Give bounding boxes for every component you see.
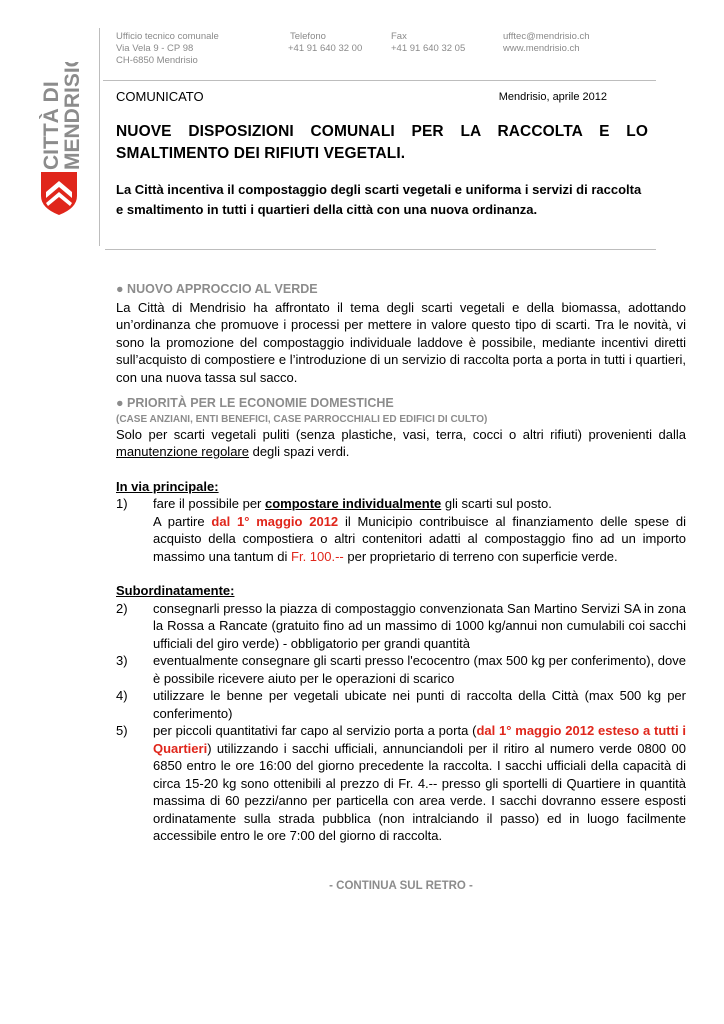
list-item	[116, 600, 686, 653]
list-item	[116, 495, 686, 565]
fax-block	[391, 31, 465, 55]
office-address	[116, 31, 219, 67]
web-link[interactable]: www.mendrisio.ch	[503, 43, 580, 54]
section2-subtitle: (CASE ANZIANI, ENTI BENEFICI, CASE PARROCCHIALI ED EDIFICI DI CULTO)	[116, 413, 488, 425]
item-text: eventualmente consegnare gli scarti presso l'ecocentro (max 500 kg per conferimento), dove è possibile ricevere aiuto per le operazioni di scarico	[153, 653, 686, 686]
section2-body	[116, 426, 686, 461]
office-city: CH-6850 Mendrisio	[116, 55, 198, 66]
office-name: Ufficio tecnico comunale	[116, 31, 219, 42]
bullet-icon: ●	[116, 282, 124, 296]
item-text	[153, 722, 686, 845]
item1-text-f: il Municipio contribuisce al finanziamento delle spese di acquisto della compostiera o altri contenitori adatti al compostaggio fino ad un importo massimo una tantum di	[153, 513, 686, 564]
item-text: utilizzare le benne per vegetali ubicate nei punti di raccolta della Città (max 500 kg per conferimento)	[153, 688, 686, 721]
item1-date: dal 1° maggio 2012	[211, 513, 339, 529]
principal-heading: In via principale:	[116, 478, 219, 494]
item1-text-a: fare il possibile per	[153, 496, 265, 511]
item-number: 4)	[116, 688, 128, 703]
list-item	[116, 687, 686, 722]
section2-title: PRIORITÀ PER LE ECONOMIE DOMESTICHE	[127, 396, 394, 410]
section1-heading	[116, 281, 686, 299]
main-content	[116, 281, 686, 895]
header-divider	[103, 80, 656, 81]
item-text	[153, 495, 686, 565]
lead-divider	[105, 249, 656, 250]
item1-text-c: gli scarti sul posto.	[441, 496, 552, 511]
vertical-divider	[99, 28, 100, 246]
doc-date: Mendrisio, aprile 2012	[498, 91, 607, 103]
item-number: 2)	[116, 600, 128, 616]
phone-block	[288, 31, 362, 55]
section2-body-text: Solo per scarti vegetali puliti (senza plastiche, vasi, terra, cocci o altri rifiuti) provenienti dalla	[116, 426, 686, 442]
doc-type: COMUNICATO	[116, 89, 204, 104]
item5-highlight: dal 1° maggio 2012 esteso a tutti i Quartieri	[153, 723, 686, 756]
section2-body-underlined: manutenzione regolare	[116, 444, 249, 459]
item-text: consegnarli presso la piazza di compostaggio convenzionata San Martino Servizi SA in zona la Rossa a Rancate (gratuito fino ad un massimo di 1000 kg/annui non cumulabili coi sacchi ufficiali del giro verde) - obbligatorio per grandi quantità	[153, 600, 686, 651]
item-number: 1)	[116, 496, 128, 511]
bullet-icon: ●	[116, 396, 124, 410]
item5-text-a: per piccoli quantitativi far capo al servizio porta a porta (	[153, 723, 477, 738]
logo-text-citta: CITTÀ DI	[40, 81, 63, 170]
item1-amount: Fr. 100.--	[291, 548, 344, 564]
shield-icon	[41, 172, 77, 215]
item1-emphasis: compostare individualmente	[265, 496, 442, 511]
section2-body-end: degli spazi verdi.	[248, 444, 350, 459]
section1-body: La Città di Mendrisio ha affrontato il tema degli scarti vegetali e della biomassa, adottando un’ordinanza che promuove i processi per mettere in valore questo tipo di scarti. Tra le novità, vi sono la promozione del compostaggio individuale laddove è possibile, mediante incentivi diretti sull’acquisto di compostiere e l’introduzione di un servizio di raccolta porta a porta in tutti i quartieri, con una nuova tassa sul sacco.	[116, 299, 686, 385]
city-logo	[36, 62, 88, 222]
fax-number: +41 91 640 32 05	[391, 43, 466, 54]
page-title: NUOVE DISPOSIZIONI COMUNALI PER LA RACCOLTA E LO SMALTIMENTO DEI RIFIUTI VEGETALI.	[116, 123, 648, 162]
list-item	[116, 722, 686, 845]
phone-label: Telefono	[290, 31, 326, 42]
item-number: 5)	[116, 723, 128, 738]
city-logo-graphic	[36, 62, 88, 222]
item1-text-h: per proprietario di terreno con superficie verde.	[343, 548, 618, 564]
logo-text-mendrisio: MENDRISIO	[61, 62, 84, 170]
item5-text-c: ) utilizzando i sacchi ufficiali, annunciandoli per il ritiro al numero verde 0800 00 6850 entro le ore 16:00 del giorno precedente la raccolta. I sacchi ufficiali della capacità di circa 15-20 kg sono ottenibili al prezzo di Fr. 4.-- presso gli sportelli di Quartiere in quantità massima di 60 pezzi/anno per particella con area verde. I sacchi dovranno essere esposti ordinatamente sulla strada pubblica (non intralciando il passo) ed in luogo facilmente accessibile entro le ore 7:00 del giorno di raccolta.	[153, 740, 686, 843]
section1-title: NUOVO APPROCCIO AL VERDE	[127, 282, 318, 296]
fax-label: Fax	[391, 31, 407, 42]
phone-number: +41 91 640 32 00	[288, 43, 363, 54]
email-link[interactable]: ufftec@mendrisio.ch	[503, 31, 590, 42]
list-item	[116, 652, 686, 687]
contact-links	[503, 31, 590, 55]
lead-paragraph: La Città incentiva il compostaggio degli scarti vegetali e uniforma i servizi di raccolta e smaltimento in tutti i quartieri della città con una nuova ordinanza.	[116, 182, 642, 217]
item1-text-d: A partire	[153, 513, 212, 529]
continue-note: - CONTINUA SUL RETRO -	[329, 879, 473, 892]
section2-heading	[116, 395, 686, 413]
item-number: 3)	[116, 653, 128, 668]
subordinate-heading: Subordinatamente:	[116, 583, 235, 598]
office-street: Via Vela 9 - CP 98	[116, 43, 194, 54]
